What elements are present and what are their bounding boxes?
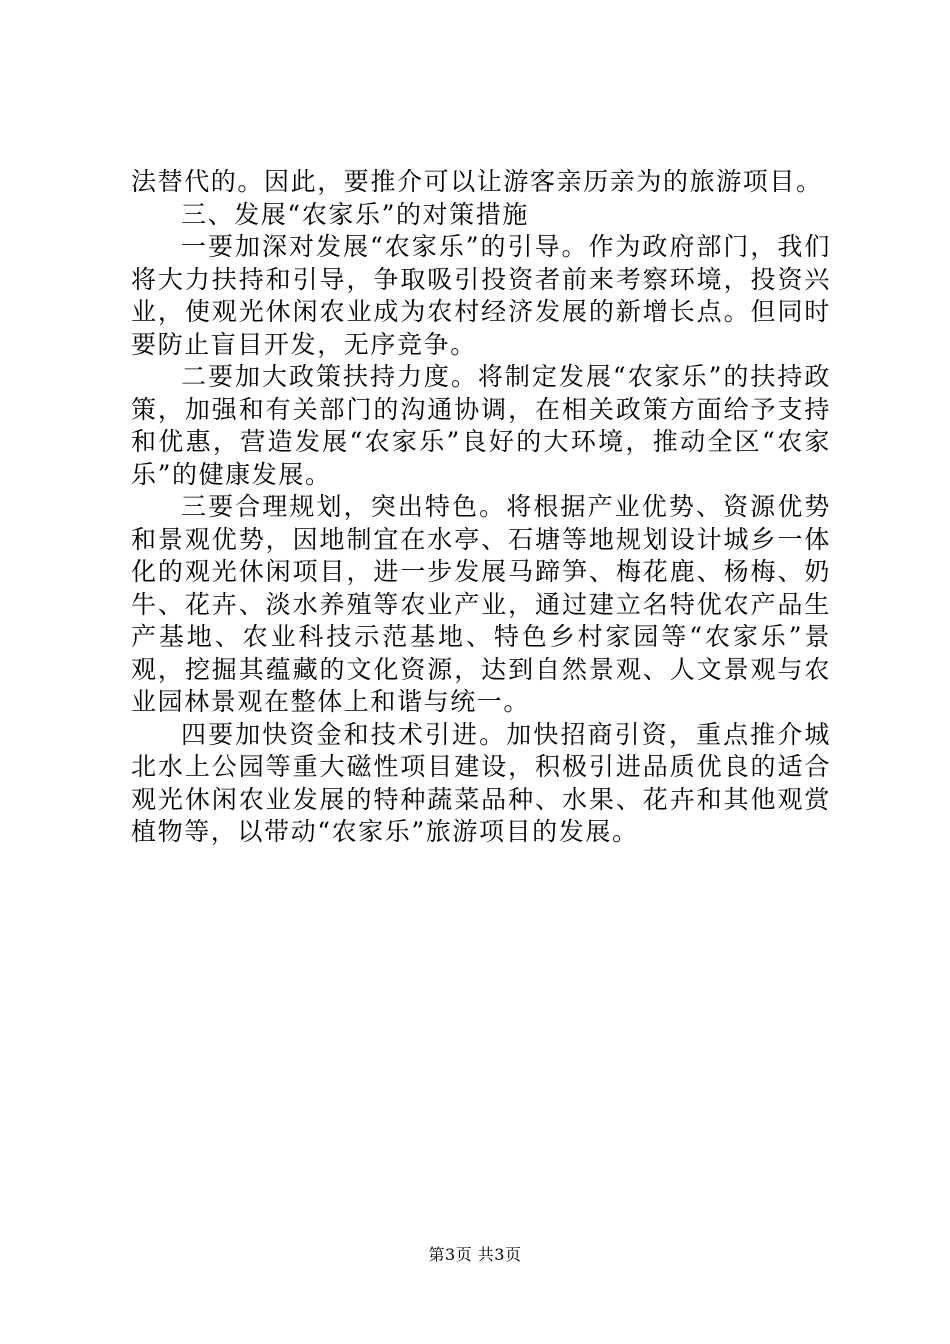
document-body xyxy=(131,166,831,849)
paragraph-continuation: 法替代的。因此，要推介可以让游客亲历亲为的旅游项目。 xyxy=(131,167,823,196)
paragraph-measure-3: 三要合理规划，突出特色。将根据产业优势、资源优势和景观优势，因地制宜在水亭、石塘等地规划设计城乡一体化的观光休闲项目，进一步发展马蹄笋、梅花鹿、杨梅、奶牛、花卉、淡水养殖等农业产业，通过建立名特优农产品生产基地、农业科技示范基地、特色乡村家园等“农家乐”景观，挖掘其蕴藏的文化资源，达到自然景观、人文景观与农业园林景观在整体上和谐与统一。 xyxy=(131,492,831,716)
paragraph-measure-2: 二要加大政策扶持力度。将制定发展“农家乐”的扶持政策，加强和有关部门的沟通协调，在相关政策方面给予支持和优惠，营造发展“农家乐”良好的大环境，推动全区“农家乐”的健康发展。 xyxy=(131,362,831,489)
paragraph-measure-4: 四要加快资金和技术引进。加快招商引资，重点推介城北水上公园等重大磁性项目建设，积极引进品质优良的适合观光休闲农业发展的特种蔬菜品种、水果、花卉和其他观赏植物等，以带动“农家乐”旅游项目的发展。 xyxy=(131,719,831,846)
paragraph-measure-1: 一要加深对发展“农家乐”的引导。作为政府部门，我们将大力扶持和引导，争取吸引投资者前来考察环境，投资兴业，使观光休闲农业成为农村经济发展的新增长点。但同时要防止盲目开发，无序竞争。 xyxy=(131,232,831,359)
page-number-footer: 第3页 共3页 xyxy=(428,1245,522,1264)
section-heading: 三、发展“农家乐”的对策措施 xyxy=(181,199,529,229)
